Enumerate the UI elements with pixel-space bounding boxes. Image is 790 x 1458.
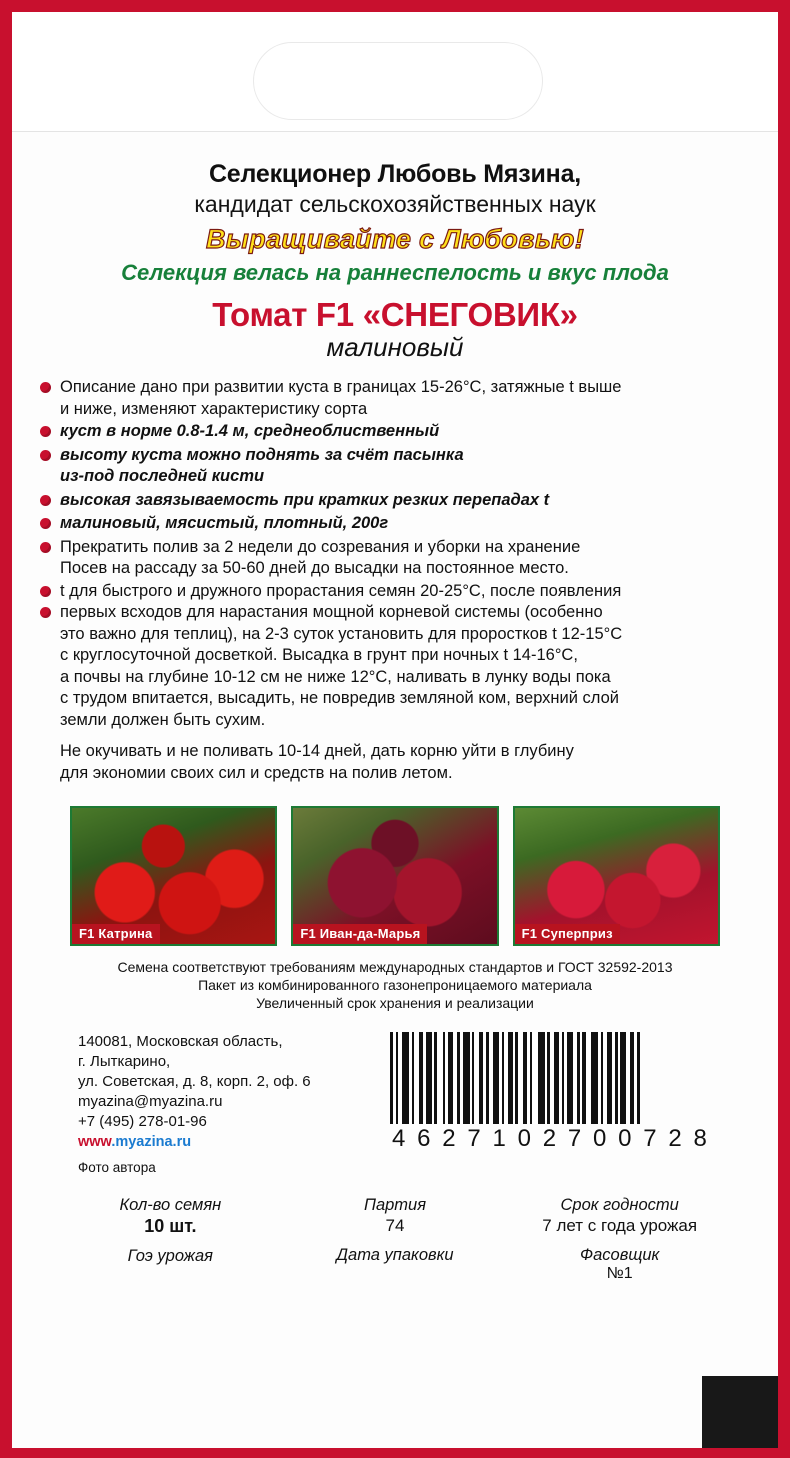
- bullet-dot-icon: [40, 542, 51, 553]
- barcode-digit: 4: [392, 1125, 407, 1152]
- barcode: [390, 1032, 710, 1153]
- list-line: это важно для теплиц), на 2-3 суток установить для проростков t 12-15°C: [60, 624, 623, 643]
- list-item: [60, 490, 756, 512]
- border-left: [0, 0, 12, 1458]
- list-item: [60, 377, 756, 420]
- seeds-label: Кол-во семян: [119, 1196, 222, 1214]
- bullet-dot-icon: [40, 518, 51, 529]
- photo-ivan-da-marya: [291, 806, 498, 946]
- variety-subtitle: малиновый: [326, 332, 464, 362]
- photo-katrina: [70, 806, 277, 946]
- barcode-digit: 7: [467, 1125, 482, 1152]
- barcode-digit: 2: [442, 1125, 457, 1152]
- standards-line: Увеличенный срок хранения и реализации: [256, 995, 534, 1011]
- barcode-digits: [390, 1125, 710, 1153]
- border-bottom: [0, 1448, 790, 1458]
- breeder-name: Селекционер Любовь Мязина,: [208, 160, 582, 188]
- barcode-digit: 2: [542, 1125, 558, 1152]
- list-item: [60, 602, 756, 731]
- list-item: [60, 537, 756, 580]
- barcode-digit: 6: [417, 1125, 432, 1152]
- standards-line: Семена соответствуют требованиям международных стандартов и ГОСТ 32592-2013: [117, 959, 673, 975]
- list-line: высокая завязываемость при кратких резких перепадах t: [60, 490, 550, 509]
- border-top: [0, 0, 790, 12]
- list-item: [60, 513, 756, 535]
- batch-label: Партия: [363, 1196, 427, 1214]
- list-line: а почвы на глубине 10-12 см не ниже 12°C, наливать в лунку воды пока: [60, 667, 611, 686]
- company-address: [78, 1032, 378, 1178]
- description-bullets: [12, 377, 778, 784]
- packer-value: №1: [606, 1265, 633, 1282]
- standards-note: [12, 958, 778, 1012]
- phone-text[interactable]: +7 (495) 278-01-96: [78, 1113, 207, 1130]
- barcode-digit: 1: [492, 1125, 507, 1152]
- hang-hole: [253, 42, 543, 120]
- hang-tab-zone: [12, 12, 778, 132]
- barcode-bars: [390, 1032, 710, 1124]
- list-line: с трудом впитается, высадить, не повредив земляной ком, верхний слой: [60, 689, 620, 707]
- list-line: Не окучивать и не поливать 10-14 дней, дать корню уйти в глубину: [60, 742, 574, 760]
- photo-caption: F1 Суперприз: [515, 924, 620, 944]
- seeds-value: 10 шт.: [144, 1216, 197, 1236]
- barcode-digit: 0: [618, 1125, 633, 1152]
- website-link[interactable]: [78, 1132, 378, 1152]
- list-line: t для быстрого и дружного прорастания семян 20-25°C, после появления: [60, 581, 622, 600]
- barcode-digit: 7: [567, 1125, 583, 1152]
- list-line: Прекратить полив за 2 недели до созревания и уборки на хранение: [60, 537, 581, 556]
- border-right: [778, 0, 790, 1458]
- list-line: с круглосуточной досветкой. Высадка в грунт при ночных t 14-16°C,: [60, 646, 578, 664]
- packer-label: Фасовщик: [580, 1246, 660, 1264]
- standards-line: Пакет из комбинированного газонепроницаемого материала: [198, 977, 592, 993]
- breeder-degree: кандидат сельскохозяйственных наук: [194, 191, 596, 217]
- address-and-barcode: [12, 1032, 778, 1178]
- bullet-dot-icon: [40, 607, 51, 618]
- selection-note: Селекция велась на раннеспелость и вкус плода: [121, 260, 669, 285]
- address-line: 140081, Московская область,: [78, 1033, 283, 1050]
- list-line: первых всходов для нарастания мощной корневой системы (особенно: [60, 603, 603, 621]
- page-title: Томат F1 «СНЕГОВИК»: [212, 296, 578, 333]
- expiry-label: Срок годности: [560, 1196, 679, 1214]
- list-line: куст в норме 0.8-1.4 м, среднеоблиственный: [60, 422, 440, 440]
- table-col-batch: [283, 1196, 508, 1283]
- barcode-digit: 7: [643, 1125, 658, 1152]
- corner-block: [702, 1376, 778, 1448]
- list-line: для экономии своих сил и средств на полив летом.: [60, 763, 453, 782]
- bullet-dot-icon: [40, 586, 51, 597]
- photo-caption: F1 Иван-да-Марья: [293, 924, 427, 944]
- spacer: [60, 732, 756, 741]
- list-line: из-под последней кисти: [60, 467, 265, 485]
- list-line: малиновый, мясистый, плотный, 200г: [60, 514, 389, 532]
- list-item: [60, 581, 756, 603]
- barcode-digit: 2: [668, 1125, 683, 1152]
- photo-gallery: [12, 806, 778, 946]
- list-line: Описание дано при развитии куста в границах 15-26°C, затяжные t выше: [60, 378, 622, 396]
- table-col-seeds: [58, 1196, 283, 1283]
- photo-superpriz: [513, 806, 720, 946]
- year-label: Гоэ урожая: [127, 1247, 213, 1265]
- bullet-dot-icon: [40, 426, 51, 437]
- list-item: [60, 421, 756, 443]
- table-col-expiry: [507, 1196, 732, 1283]
- bullet-dot-icon: [40, 450, 51, 461]
- address-line: г. Лыткарино,: [78, 1053, 171, 1070]
- list-line: высоту куста можно поднять за счёт пасынка: [60, 445, 464, 464]
- list-item: [60, 741, 756, 784]
- list-line: земли должен быть сухим.: [60, 710, 266, 729]
- photo-caption: F1 Катрина: [72, 924, 160, 944]
- batch-value: 74: [385, 1216, 405, 1235]
- slogan: Выращивайте с Любовью!: [206, 224, 584, 254]
- photo-credit: Фото автора: [78, 1160, 156, 1175]
- website-www: www: [78, 1134, 112, 1150]
- email-text[interactable]: myazina@myazina.ru: [78, 1093, 223, 1110]
- list-item: [60, 445, 756, 488]
- bullet-dot-icon: [40, 382, 51, 393]
- list-line: Посев на рассаду за 50-60 дней до высадки на постоянное место.: [60, 559, 569, 577]
- packet-content: [12, 132, 778, 1283]
- expiry-value: 7 лет с года урожая: [542, 1216, 698, 1235]
- pack-date-label: Дата упаковки: [336, 1246, 454, 1264]
- packet-info-table: [12, 1196, 778, 1283]
- barcode-digit: 0: [593, 1125, 608, 1152]
- address-line: ул. Советская, д. 8, корп. 2, оф. 6: [78, 1073, 311, 1090]
- barcode-digit: 0: [517, 1125, 532, 1152]
- bullet-dot-icon: [40, 495, 51, 506]
- website-domain: .myazina.ru: [111, 1134, 192, 1150]
- list-line: и ниже, изменяют характеристику сорта: [60, 399, 368, 418]
- barcode-digit: 8: [693, 1125, 708, 1152]
